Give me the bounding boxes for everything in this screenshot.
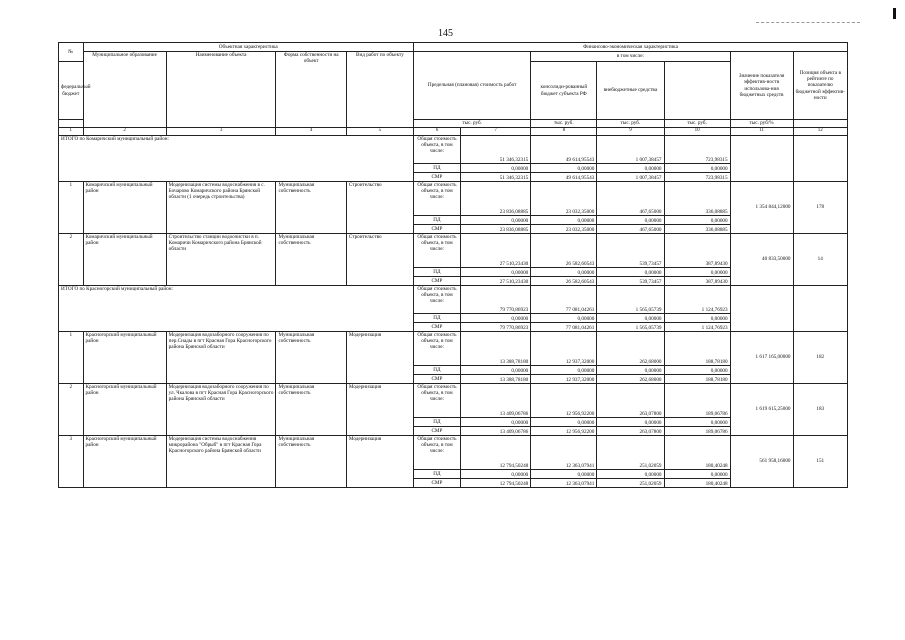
header-rating: Позиция объекта в рейтинге по показателю бюджетной эффектив-ности: [793, 52, 847, 120]
amount-cell: 336,08885: [664, 225, 730, 234]
amount-cell: 26 582,60543: [531, 234, 597, 268]
header-including: в том числе:: [531, 52, 730, 62]
amount-cell: 51 346,32315: [460, 136, 530, 164]
amount-cell: 13 388,78180: [460, 375, 530, 384]
work-type-cell: Модернизация: [346, 332, 413, 384]
header-ownership: Форма собственности на объект: [276, 52, 346, 128]
object-name-cell: Модернизация системы водоснабжения микрорайона "Обрыб" в пгт Красная Гора Красногорского района Брянской области: [166, 436, 276, 488]
amount-cell: 251,02059: [597, 479, 664, 488]
smr-label: СМР: [414, 427, 461, 436]
unit-consolidated: тыс. руб.: [597, 120, 664, 128]
amount-cell: 0,00000: [531, 366, 597, 375]
amount-cell: 13 409,06786: [460, 427, 530, 436]
header-municipality: Муниципальное образование: [83, 52, 166, 128]
amount-cell: 0,00000: [664, 268, 730, 277]
smr-label: СМР: [414, 479, 461, 488]
amount-cell: 23 836,08885: [460, 225, 530, 234]
col-number: 5: [346, 128, 413, 136]
smr-label: СМР: [414, 173, 461, 182]
col-number: 1: [59, 128, 84, 136]
amount-cell: 12 937,32000: [531, 375, 597, 384]
amount-cell: 77 081,04261: [531, 286, 597, 314]
object-row: [59, 332, 848, 366]
amount-cell: 723,98315: [664, 136, 730, 164]
amount-cell: 12 363,07941: [531, 479, 597, 488]
indicator-cell: 561 958,16000: [730, 436, 793, 488]
object-name-cell: Модернизация водозаборного сооружения по ул. Чкалова в пгт Красная Гора Красногорского района Брянской области: [166, 384, 276, 436]
rating-cell: 182: [793, 332, 847, 384]
amount-cell: 12 956,92200: [531, 384, 597, 418]
ownership-cell: Муниципальная собственность: [276, 182, 346, 234]
pd-label: ПД: [414, 216, 461, 225]
header-indicator: Значение показателя эффектив-ности использова-ния бюджетных средств: [730, 52, 793, 120]
amount-cell: 0,00000: [597, 418, 664, 427]
col-number: 11: [730, 128, 793, 136]
empty-cell: [730, 136, 793, 182]
header-work-type: Вид работ по объекту: [346, 52, 413, 128]
amount-cell: 180,40248: [664, 479, 730, 488]
total-cost-label: Общая стоимость объекта, в том числе:: [414, 136, 461, 164]
amount-cell: 1 007,38457: [597, 136, 664, 164]
total-cost-label: Общая стоимость объекта, в том числе:: [414, 234, 461, 268]
amount-cell: 12 794,50248: [460, 479, 530, 488]
amount-cell: 539,73457: [597, 277, 664, 286]
amount-cell: 0,00000: [664, 216, 730, 225]
amount-cell: 251,02059: [597, 436, 664, 470]
amount-cell: 51 346,32315: [460, 173, 530, 182]
amount-cell: 0,00000: [531, 164, 597, 173]
work-type-cell: Строительство: [346, 182, 413, 234]
amount-cell: 13 409,06786: [460, 384, 530, 418]
unit-cost: тыс. руб.: [414, 120, 531, 128]
work-type-cell: Модернизация: [346, 436, 413, 488]
total-cost-label: Общая стоимость объекта, в том числе:: [414, 332, 461, 366]
amount-cell: 387,89430: [664, 277, 730, 286]
amount-cell: 189,06786: [664, 427, 730, 436]
amount-cell: 0,00000: [531, 470, 597, 479]
corner-mark: [893, 8, 896, 19]
empty-cell: [793, 136, 847, 182]
col-number: 9: [597, 128, 664, 136]
total-row: [59, 286, 848, 314]
header-no: №: [59, 43, 84, 62]
object-name-cell: Модернизация водозаборного сооружения по пер.Сиады в пгт Красная Гора Красногорского района Брянской области: [166, 332, 276, 384]
object-row: [59, 384, 848, 418]
municipality-cell: Красногорский муниципальный район: [83, 384, 166, 436]
pd-label: ПД: [414, 418, 461, 427]
rating-cell: 14: [793, 234, 847, 286]
amount-cell: 0,00000: [597, 164, 664, 173]
investment-table: [58, 42, 848, 488]
unit-indicator: тыс. руб/%: [730, 120, 793, 128]
amount-cell: 1 124,76923: [664, 286, 730, 314]
amount-cell: 0,00000: [460, 470, 530, 479]
total-cost-label: Общая стоимость объекта, в том числе:: [414, 384, 461, 418]
amount-cell: 467,65000: [597, 182, 664, 216]
amount-cell: 0,00000: [531, 418, 597, 427]
pd-label: ПД: [414, 470, 461, 479]
amount-cell: 188,78180: [664, 332, 730, 366]
header-object-name: Наименование объекта: [166, 52, 276, 128]
ownership-cell: Муниципальная собственность: [276, 384, 346, 436]
amount-cell: 0,00000: [460, 418, 530, 427]
amount-cell: 13 388,78180: [460, 332, 530, 366]
total-cost-label: Общая стоимость объекта, в том числе:: [414, 286, 461, 314]
col-number: 4: [276, 128, 346, 136]
row-index: 2: [59, 384, 84, 436]
row-index: 2: [59, 234, 84, 286]
amount-cell: 180,40248: [664, 436, 730, 470]
row-index: 3: [59, 436, 84, 488]
amount-cell: 0,00000: [460, 164, 530, 173]
pd-label: ПД: [414, 314, 461, 323]
header-extrabudget: внебюджетные средства: [597, 62, 664, 120]
amount-cell: 23 836,08885: [460, 182, 530, 216]
amount-cell: 0,00000: [664, 164, 730, 173]
amount-cell: 336,08885: [664, 182, 730, 216]
indicator-cell: 1 617 165,00000: [730, 332, 793, 384]
amount-cell: 0,00000: [597, 268, 664, 277]
unit-extrabudget: тыс. руб.: [664, 120, 730, 128]
work-type-cell: Строительство: [346, 234, 413, 286]
amount-cell: 49 614,95543: [531, 173, 597, 182]
municipality-cell: Красногорский муниципальный район: [83, 436, 166, 488]
row-index: 1: [59, 332, 84, 384]
amount-cell: 0,00000: [597, 314, 664, 323]
row-index: 1: [59, 182, 84, 234]
amount-cell: 263,07800: [597, 427, 664, 436]
object-row: [59, 234, 848, 268]
amount-cell: 0,00000: [531, 268, 597, 277]
pd-label: ПД: [414, 268, 461, 277]
amount-cell: 12 937,32000: [531, 332, 597, 366]
amount-cell: 1 565,05739: [597, 286, 664, 314]
municipality-cell: Комаричский муниципальный район: [83, 182, 166, 234]
object-row: [59, 182, 848, 216]
pd-label: ПД: [414, 366, 461, 375]
top-dashes: [756, 22, 860, 23]
header-fin-char: Финансово-экономическая характеристика: [414, 43, 848, 52]
amount-cell: 12 363,07941: [531, 436, 597, 470]
amount-cell: 387,89430: [664, 234, 730, 268]
ownership-cell: Муниципальная собственность: [276, 332, 346, 384]
amount-cell: 263,07800: [597, 384, 664, 418]
object-name-cell: Модернизация системы водоснабжения в с. Бочарово Комаричского района Брянской области (1 очередь строительства): [166, 182, 276, 234]
amount-cell: 79 770,86923: [460, 286, 530, 314]
amount-cell: 0,00000: [460, 314, 530, 323]
col-number: 8: [531, 128, 597, 136]
amount-cell: 27 510,23430: [460, 277, 530, 286]
smr-label: СМР: [414, 323, 461, 332]
work-type-cell: Модернизация: [346, 384, 413, 436]
amount-cell: 49 614,95543: [531, 136, 597, 164]
amount-cell: 0,00000: [597, 366, 664, 375]
amount-cell: 77 081,04261: [531, 323, 597, 332]
rating-cell: 151: [793, 436, 847, 488]
amount-cell: 0,00000: [664, 366, 730, 375]
amount-cell: 262,68000: [597, 332, 664, 366]
smr-label: СМР: [414, 277, 461, 286]
amount-cell: 12 794,50248: [460, 436, 530, 470]
amount-cell: 189,06786: [664, 384, 730, 418]
amount-cell: 26 582,60543: [531, 277, 597, 286]
pd-label: ПД: [414, 164, 461, 173]
indicator-cell: 1 354 844,12000: [730, 182, 793, 234]
amount-cell: 262,68000: [597, 375, 664, 384]
amount-cell: 12 956,92200: [531, 427, 597, 436]
header-consolidated: консолиди-рованный бюджет субъекта РФ: [531, 62, 597, 120]
ownership-cell: Муниципальная собственность: [276, 234, 346, 286]
total-cost-label: Общая стоимость объекта, в том числе:: [414, 436, 461, 470]
col-number: 3: [166, 128, 276, 136]
total-cost-label: Общая стоимость объекта, в том числе:: [414, 182, 461, 216]
rating-cell: 183: [793, 384, 847, 436]
smr-label: СМР: [414, 225, 461, 234]
total-title: ИТОГО по Красногорский муниципальный район:: [59, 286, 414, 332]
total-title: ИТОГО по Комаричский муниципальный район:: [59, 136, 414, 182]
amount-cell: 0,00000: [597, 470, 664, 479]
amount-cell: 188,78180: [664, 375, 730, 384]
table-body: [59, 136, 848, 488]
amount-cell: 1 124,76923: [664, 323, 730, 332]
indicator-cell: 40 833,50000: [730, 234, 793, 286]
empty-cell: [793, 286, 847, 332]
municipality-cell: Красногорский муниципальный район: [83, 332, 166, 384]
ownership-cell: Муниципальная собственность: [276, 436, 346, 488]
amount-cell: 1 007,38457: [597, 173, 664, 182]
amount-cell: 0,00000: [531, 216, 597, 225]
amount-cell: 539,73457: [597, 234, 664, 268]
empty-cell: [730, 286, 793, 332]
amount-cell: 79 770,86923: [460, 323, 530, 332]
smr-label: СМР: [414, 375, 461, 384]
table-header: [59, 43, 848, 136]
amount-cell: 0,00000: [460, 366, 530, 375]
amount-cell: 23 032,35000: [531, 225, 597, 234]
amount-cell: 1 565,05739: [597, 323, 664, 332]
total-row: [59, 136, 848, 164]
page-number: 145: [438, 28, 453, 39]
amount-cell: 0,00000: [664, 418, 730, 427]
amount-cell: 0,00000: [597, 216, 664, 225]
col-number: 6: [414, 128, 461, 136]
column-numbers-row: [59, 128, 848, 136]
rating-cell: 178: [793, 182, 847, 234]
header-federal: федеральный бюджет: [59, 62, 84, 120]
amount-cell: 0,00000: [460, 216, 530, 225]
amount-cell: 0,00000: [531, 314, 597, 323]
amount-cell: 467,65000: [597, 225, 664, 234]
indicator-cell: 1 619 615,25000: [730, 384, 793, 436]
amount-cell: 0,00000: [460, 268, 530, 277]
unit-federal: тыс. руб.: [531, 120, 597, 128]
col-number: 2: [83, 128, 166, 136]
municipality-cell: Комаричский муниципальный район: [83, 234, 166, 286]
object-name-cell: Строительство станции водоочистки в п. Комаричи Комаричского района Брянской области: [166, 234, 276, 286]
header-objects-char: Объектная характеристика: [83, 43, 413, 52]
amount-cell: 723,98315: [664, 173, 730, 182]
col-number: 12: [793, 128, 847, 136]
amount-cell: 27 510,23430: [460, 234, 530, 268]
header-estimated-cost: Предельная (плановая) стоимость работ: [414, 52, 531, 120]
amount-cell: 23 032,35000: [531, 182, 597, 216]
amount-cell: 0,00000: [664, 470, 730, 479]
col-number: 7: [460, 128, 530, 136]
object-row: [59, 436, 848, 470]
amount-cell: 0,00000: [664, 314, 730, 323]
col-number: 10: [664, 128, 730, 136]
